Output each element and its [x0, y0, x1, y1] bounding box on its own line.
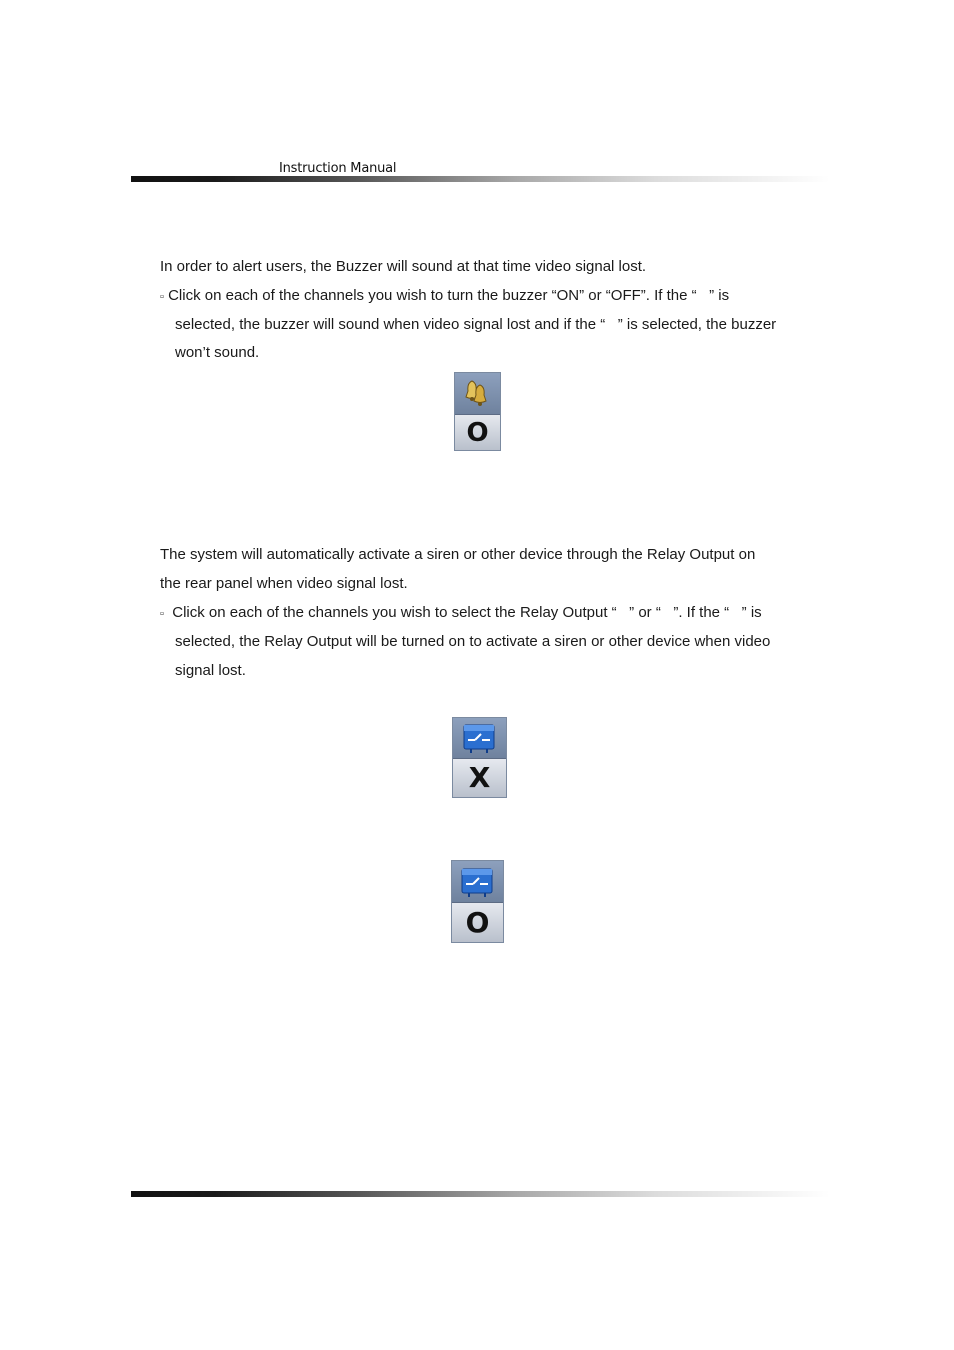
- state-indicator: [453, 758, 506, 797]
- bullet-marker: ▫: [160, 608, 164, 620]
- buzzer-bullet-text-1: Click on each of the channels you wish to turn the buzzer “ON” or “OFF”. If the “ ” is: [168, 287, 730, 304]
- state-indicator: [455, 414, 500, 450]
- buzzer-intro: In order to alert users, the Buzzer will sound at that time video signal lost.: [160, 258, 647, 275]
- footer-divider: [131, 1191, 830, 1197]
- relay-switch-icon: [462, 722, 496, 754]
- buzzer-toggle-button[interactable]: [454, 372, 501, 451]
- icon-top-panel: [455, 373, 500, 414]
- state-label: O: [466, 417, 489, 448]
- header-divider: [131, 176, 830, 182]
- bullet-marker: ▫: [160, 291, 164, 303]
- relay-intro-line-2: the rear panel when video signal lost.: [160, 575, 408, 592]
- icon-top-panel: [453, 718, 506, 758]
- state-indicator: [452, 902, 503, 942]
- document-header-title: Instruction Manual: [279, 161, 397, 176]
- bell-icon: [463, 377, 493, 409]
- buzzer-bullet-line-2: selected, the buzzer will sound when video signal lost and if the “ ” is selected, the buzzer: [175, 316, 777, 333]
- state-label: X: [468, 761, 491, 794]
- buzzer-bullet-line-1: [160, 287, 729, 306]
- icon-top-panel: [452, 861, 503, 902]
- relay-switch-icon: [460, 866, 494, 898]
- state-label: O: [465, 905, 490, 939]
- relay-bullet-line-1: [160, 604, 762, 623]
- relay-on-button[interactable]: [451, 860, 504, 943]
- relay-bullet-text-1: Click on each of the channels you wish to select the Relay Output “ ” or “ ”. If the “ ” is: [172, 604, 762, 621]
- relay-bullet-line-2: selected, the Relay Output will be turned on to activate a siren or other device when video: [175, 633, 771, 650]
- relay-off-button[interactable]: [452, 717, 507, 798]
- buzzer-bullet-line-3: won’t sound.: [175, 344, 260, 361]
- relay-bullet-line-3: signal lost.: [175, 662, 246, 679]
- relay-intro-line-1: The system will automatically activate a siren or other device through the Relay Output on: [160, 546, 756, 563]
